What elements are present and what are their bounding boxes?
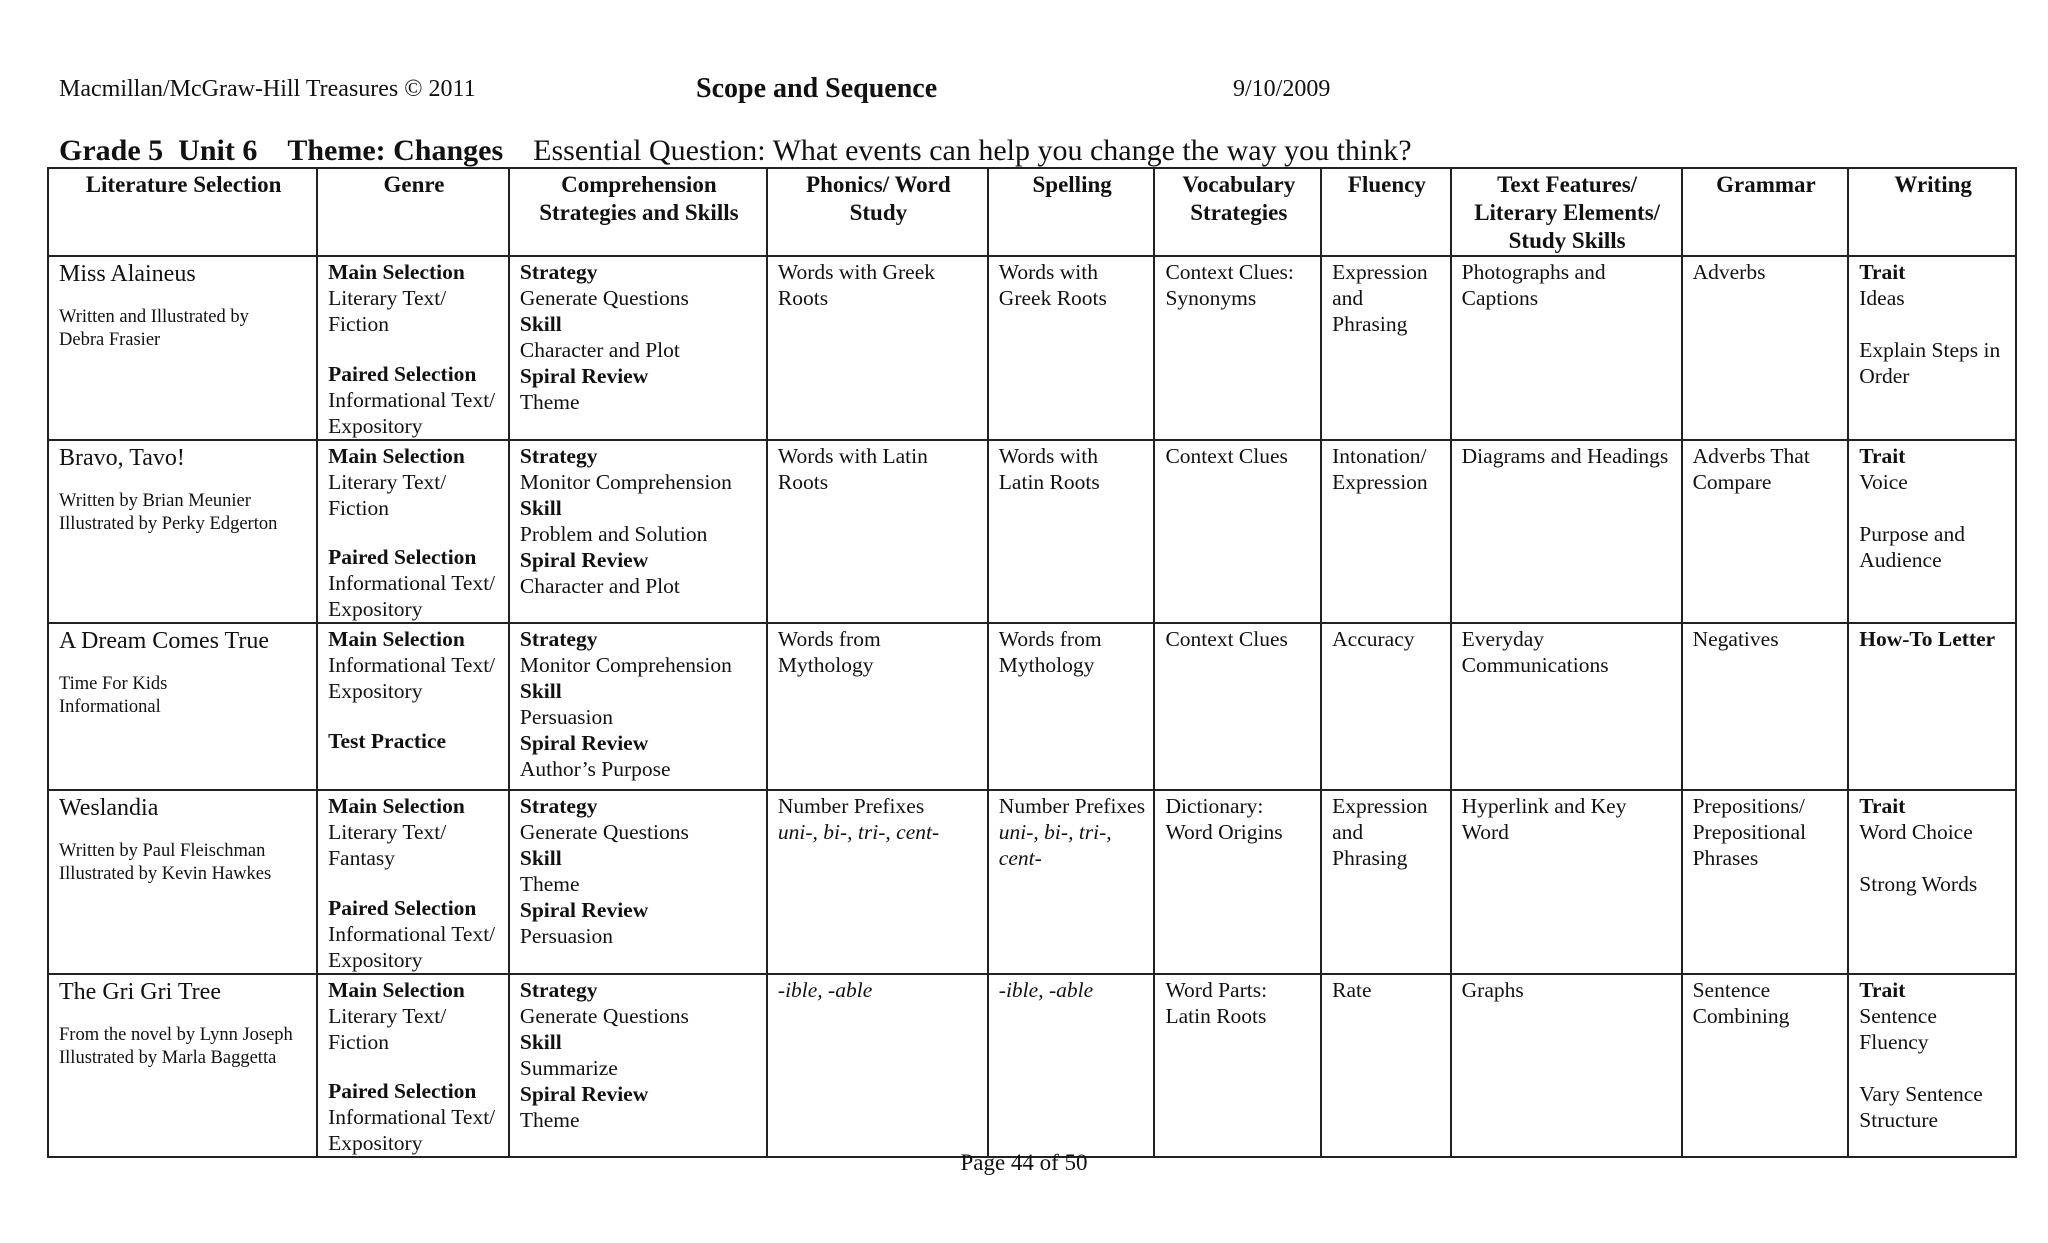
selection-title: The Gri Gri Tree: [59, 978, 221, 1005]
phonics-cell: Number Prefixes uni-, bi-, tri-, cent-: [767, 790, 988, 974]
fluency-cell: Expression and Phrasing: [1321, 790, 1451, 974]
literature-cell: [48, 790, 317, 974]
fluency-cell: Intonation/ Expression: [1321, 440, 1451, 624]
grammar-cell: Adverbs That Compare: [1682, 440, 1849, 624]
selection-author: Written and Illustrated by Debra Frasier: [59, 307, 249, 350]
table-row: [48, 790, 2016, 974]
literature-cell: [48, 256, 317, 440]
vocabulary-cell: Context Clues: [1154, 440, 1321, 624]
genre-cell: Main Selection Literary Text/ Fiction Paired Selection Informational Text/ Expository: [317, 974, 509, 1158]
spelling-cell: Words with Latin Roots: [988, 440, 1155, 624]
vocabulary-cell: Dictionary: Word Origins: [1154, 790, 1321, 974]
selection-author: Time For Kids Informational: [59, 674, 168, 717]
spelling-cell: Words from Mythology: [988, 623, 1155, 790]
selection-title: Miss Alaineus: [59, 261, 196, 287]
vocabulary-cell: Context Clues: [1154, 623, 1321, 790]
date-header: 9/10/2009: [1233, 76, 1331, 102]
unit-theme: Theme: Changes: [287, 134, 504, 167]
spelling-cell: Number Prefixes uni-, bi-, tri-, cent-: [988, 790, 1155, 974]
table-row: [48, 256, 2016, 440]
col-fluency: Fluency: [1321, 168, 1451, 256]
selection-title: A Dream Comes True: [59, 628, 269, 654]
selection-author: Written by Brian Meunier Illustrated by Perky Edgerton: [59, 490, 278, 534]
literature-cell: [48, 623, 317, 790]
selection-author: From the novel by Lynn Joseph Illustrated by Marla Baggetta: [59, 1024, 293, 1068]
col-writing: Writing: [1848, 168, 2016, 256]
phonics-cell: Words with Latin Roots: [767, 440, 988, 624]
table-row: [48, 623, 2016, 790]
page-number: Page 44 of 50: [960, 1150, 1088, 1175]
comprehension-cell: Strategy Generate Questions Skill Summarize Spiral Review Theme: [509, 974, 767, 1158]
col-spelling: Spelling: [988, 168, 1155, 256]
literature-cell: [48, 974, 317, 1158]
phonics-cell: -ible, -able: [767, 974, 988, 1158]
phonics-cell: Words with Greek Roots: [767, 256, 988, 440]
selection-author: Written by Paul Fleischman Illustrated by Kevin Hawkes: [59, 841, 272, 884]
grade-unit: Grade 5 Unit 6: [59, 134, 258, 167]
text-features-cell: Hyperlink and Key Word: [1451, 790, 1682, 974]
grammar-cell: Negatives: [1682, 623, 1849, 790]
text-features-cell: Graphs: [1451, 974, 1682, 1158]
publisher-header: Macmillan/McGraw-Hill Treasures © 2011: [59, 76, 476, 102]
col-grammar: Grammar: [1682, 168, 1849, 256]
grammar-cell: Sentence Combining: [1682, 974, 1849, 1158]
writing-cell: Trait Ideas Explain Steps in Order: [1848, 256, 2016, 440]
text-features-cell: Everyday Communications: [1451, 623, 1682, 790]
genre-cell: Main Selection Literary Text/ Fiction Paired Selection Informational Text/ Expository: [317, 440, 509, 624]
genre-cell: Main Selection Literary Text/ Fiction Paired Selection Informational Text/ Expository: [317, 256, 509, 440]
fluency-cell: Accuracy: [1321, 623, 1451, 790]
grammar-cell: Adverbs: [1682, 256, 1849, 440]
grade-unit-line: [59, 134, 1412, 168]
spelling-cell: -ible, -able: [988, 974, 1155, 1158]
comprehension-cell: Strategy Generate Questions Skill Character and Plot Spiral Review Theme: [509, 256, 767, 440]
genre-cell: Main Selection Informational Text/ Expository Test Practice: [317, 623, 509, 790]
text-features-cell: Photographs and Captions: [1451, 256, 1682, 440]
phonics-cell: Words from Mythology: [767, 623, 988, 790]
col-phonics: Phonics/ Word Study: [767, 168, 988, 256]
grammar-cell: Prepositions/ Prepositional Phrases: [1682, 790, 1849, 974]
writing-cell: How-To Letter: [1848, 623, 2016, 790]
fluency-cell: Expression and Phrasing: [1321, 256, 1451, 440]
table-row: [48, 440, 2016, 624]
spelling-cell: Words with Greek Roots: [988, 256, 1155, 440]
document-title: Scope and Sequence: [696, 73, 938, 104]
comprehension-cell: Strategy Monitor Comprehension Skill Persuasion Spiral Review Author’s Purpose: [509, 623, 767, 790]
selection-title: Bravo, Tavo!: [59, 444, 185, 471]
col-vocabulary: Vocabulary Strategies: [1154, 168, 1321, 256]
col-literature: Literature Selection: [48, 168, 317, 256]
header-row: [48, 168, 2016, 256]
vocabulary-cell: Context Clues: Synonyms: [1154, 256, 1321, 440]
table-row: [48, 974, 2016, 1158]
comprehension-cell: Strategy Monitor Comprehension Skill Problem and Solution Spiral Review Character and Plot: [509, 440, 767, 624]
scope-sequence-table: [47, 167, 2017, 1158]
writing-cell: Trait Sentence Fluency Vary Sentence Structure: [1848, 974, 2016, 1158]
literature-cell: [48, 440, 317, 624]
text-features-cell: Diagrams and Headings: [1451, 440, 1682, 624]
col-text-features: Text Features/ Literary Elements/ Study Skills: [1451, 168, 1682, 256]
writing-cell: Trait Word Choice Strong Words: [1848, 790, 2016, 974]
fluency-cell: Rate: [1321, 974, 1451, 1158]
selection-title: Weslandia: [59, 795, 159, 821]
essential-question: Essential Question: What events can help you change the way you think?: [533, 134, 1412, 167]
writing-cell: Trait Voice Purpose and Audience: [1848, 440, 2016, 624]
comprehension-cell: Strategy Generate Questions Skill Theme Spiral Review Persuasion: [509, 790, 767, 974]
col-genre: Genre: [317, 168, 509, 256]
genre-cell: Main Selection Literary Text/ Fantasy Paired Selection Informational Text/ Expository: [317, 790, 509, 974]
col-comprehension: Comprehension Strategies and Skills: [509, 168, 767, 256]
vocabulary-cell: Word Parts: Latin Roots: [1154, 974, 1321, 1158]
